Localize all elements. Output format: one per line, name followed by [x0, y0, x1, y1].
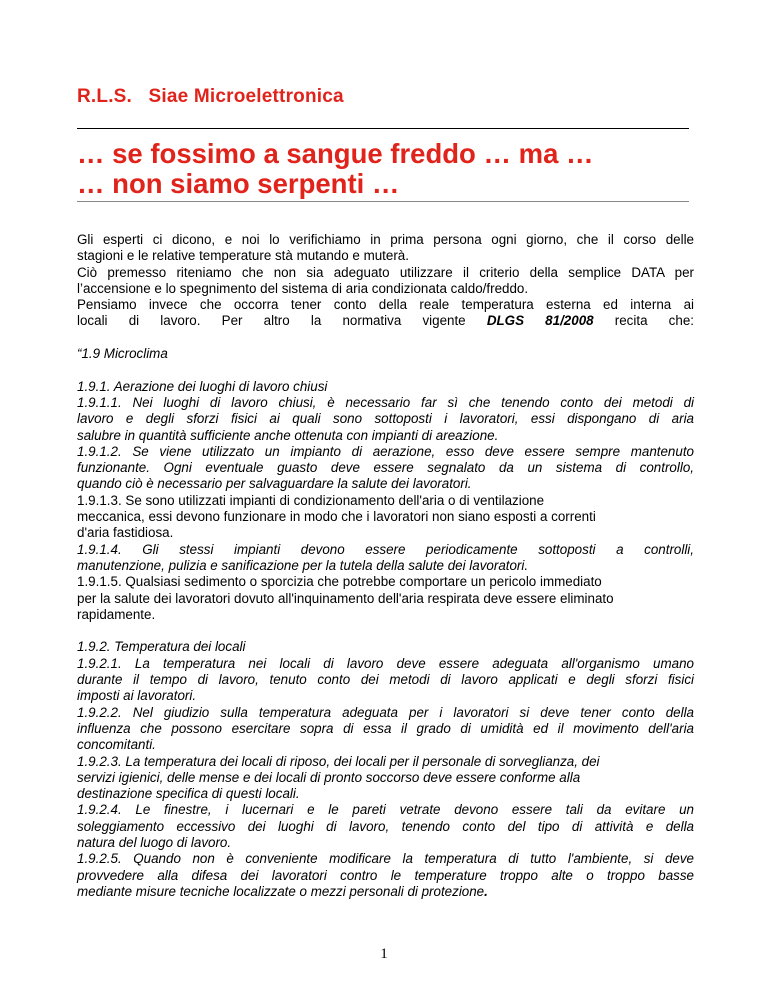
clause-line [77, 884, 694, 900]
title-divider [77, 201, 689, 202]
intro-line: Pensiamo invece che occorra tener conto della reale temperatura esterna ed interna ai [77, 297, 694, 313]
clause-line: provvedere alla difesa dei lavoratori contro le temperature troppo alte o troppo basse [77, 867, 694, 883]
clause-line: lavoro e degli sforzi fisici ai quali sono sottoposti i lavoratori, essi dispongano di aria [77, 411, 694, 427]
clause-line: 1.9.2.4. Le finestre, i lucernari e le pareti vetrate devono essere tali da evitare un [77, 802, 694, 818]
intro-line [77, 313, 694, 329]
clause-line: manutenzione, pulizia e sanificazione per la tutela della salute dei lavoratori. [77, 557, 529, 573]
clause-text: mediante misure tecniche localizzate o mezzi personali di protezione [77, 883, 485, 899]
section-temperatura [77, 639, 694, 900]
clause-line: natura del luogo di lavoro. [77, 834, 232, 850]
section-aerazione [77, 379, 694, 623]
organization-heading: R.L.S. Siae Microelettronica [77, 86, 344, 107]
clause-line: soleggiamento eccessivo dei luoghi di lavoro, tenendo conto del tipo di attività e della [77, 818, 694, 834]
clause-line: 1.9.2.1. La temperatura nei locali di lavoro deve essere adeguata all'organismo umano [77, 655, 694, 671]
intro-paragraph [77, 232, 694, 330]
clause-line: per la salute dei lavoratori dovuto all'inquinamento dell'aria respirata deve essere eliminato [77, 590, 614, 606]
clause-line: meccanica, essi devono funzionare in modo che i lavoratori non siano esposti a correnti [77, 509, 596, 525]
section-heading: 1.9.2. Temperatura dei locali [77, 639, 246, 655]
intro-line: Ciò premesso riteniamo che non sia adeguato utilizzare il criterio della semplice DATA per [77, 264, 694, 280]
clause-line: 1.9.1.2. Se viene utilizzato un impianto di aerazione, esso deve essere sempre mantenuto [77, 443, 694, 459]
intro-line: Gli esperti ci dicono, e noi lo verifichiamo in prima persona ogni giorno, che il corso delle [77, 232, 694, 247]
intro-line: l’accensione e lo spegnimento del sistema di aria condizionata caldo/freddo. [77, 280, 529, 296]
title-line-2: … non siamo serpenti … [77, 168, 400, 199]
document-body [77, 232, 694, 900]
quote-heading: “1.9 Microclima [77, 346, 168, 362]
header-divider [77, 128, 689, 129]
clause-line: 1.9.1.5. Qualsiasi sedimento o sporcizia che potrebbe comportare un pericolo immediato [77, 574, 602, 590]
clause-line: 1.9.1.3. Se sono utilizzati impianti di condizionamento dell'aria o di ventilazione [77, 492, 545, 508]
clause-line: rapidamente. [77, 606, 156, 622]
clause-line: 1.9.2.2. Nel giudizio sulla temperatura adeguata per i lavoratori si deve tener conto della [77, 704, 694, 720]
clause-line: durante il tempo di lavoro, tenuto conto dei metodi di lavoro applicati e degli sforzi fisici [77, 672, 694, 688]
clause-line: quando ciò è necessario per salvaguardare la salute dei lavoratori. [77, 476, 472, 492]
intro-text: recita che: [593, 313, 694, 329]
clause-line: 1.9.2.5. Quando non è conveniente modificare la temperatura di tutto l'ambiente, si deve [77, 851, 694, 867]
clause-line: 1.9.2.3. La temperatura dei locali di riposo, dei locali per il personale di sorveglianza, dei [77, 753, 600, 769]
title-line-1: … se fossimo a sangue freddo … ma … [77, 138, 594, 169]
clause-line: d'aria fastidiosa. [77, 525, 174, 541]
clause-line: salubre in quantità sufficiente anche ottenuta con impianti di areazione. [77, 427, 499, 443]
clause-line: concomitanti. [77, 737, 156, 753]
clause-line: funzionante. Ogni eventuale guasto deve essere segnalato da un sistema di controllo, [77, 460, 694, 476]
clause-line: servizi igienici, delle mense e dei locali di pronto soccorso deve essere conforme alla [77, 769, 581, 785]
clause-line: influenza che possono esercitare sopra di essa il grado di umidità ed il movimento dell'aria [77, 720, 694, 736]
page-number: 1 [380, 946, 388, 962]
clause-line: 1.9.1.1. Nei luoghi di lavoro chiusi, è necessario far sì che tenendo conto dei metodi di [77, 394, 694, 410]
intro-line: stagioni e le relative temperature stà mutando e muterà. [77, 248, 409, 264]
clause-end-period: . [484, 883, 488, 899]
clause-line: 1.9.1.4. Gli stessi impianti devono essere periodicamente sottoposti a controlli, [77, 541, 694, 557]
law-reference: DLGS 81/2008 [486, 313, 594, 329]
clause-line: imposti ai lavoratori. [77, 688, 197, 704]
section-heading: 1.9.1. Aerazione dei luoghi di lavoro chiusi [77, 378, 328, 394]
clause-line: destinazione specifica di questi locali. [77, 786, 300, 802]
intro-text: locali di lavoro. Per altro la normativa vigente [77, 313, 487, 329]
document-title [77, 139, 594, 199]
